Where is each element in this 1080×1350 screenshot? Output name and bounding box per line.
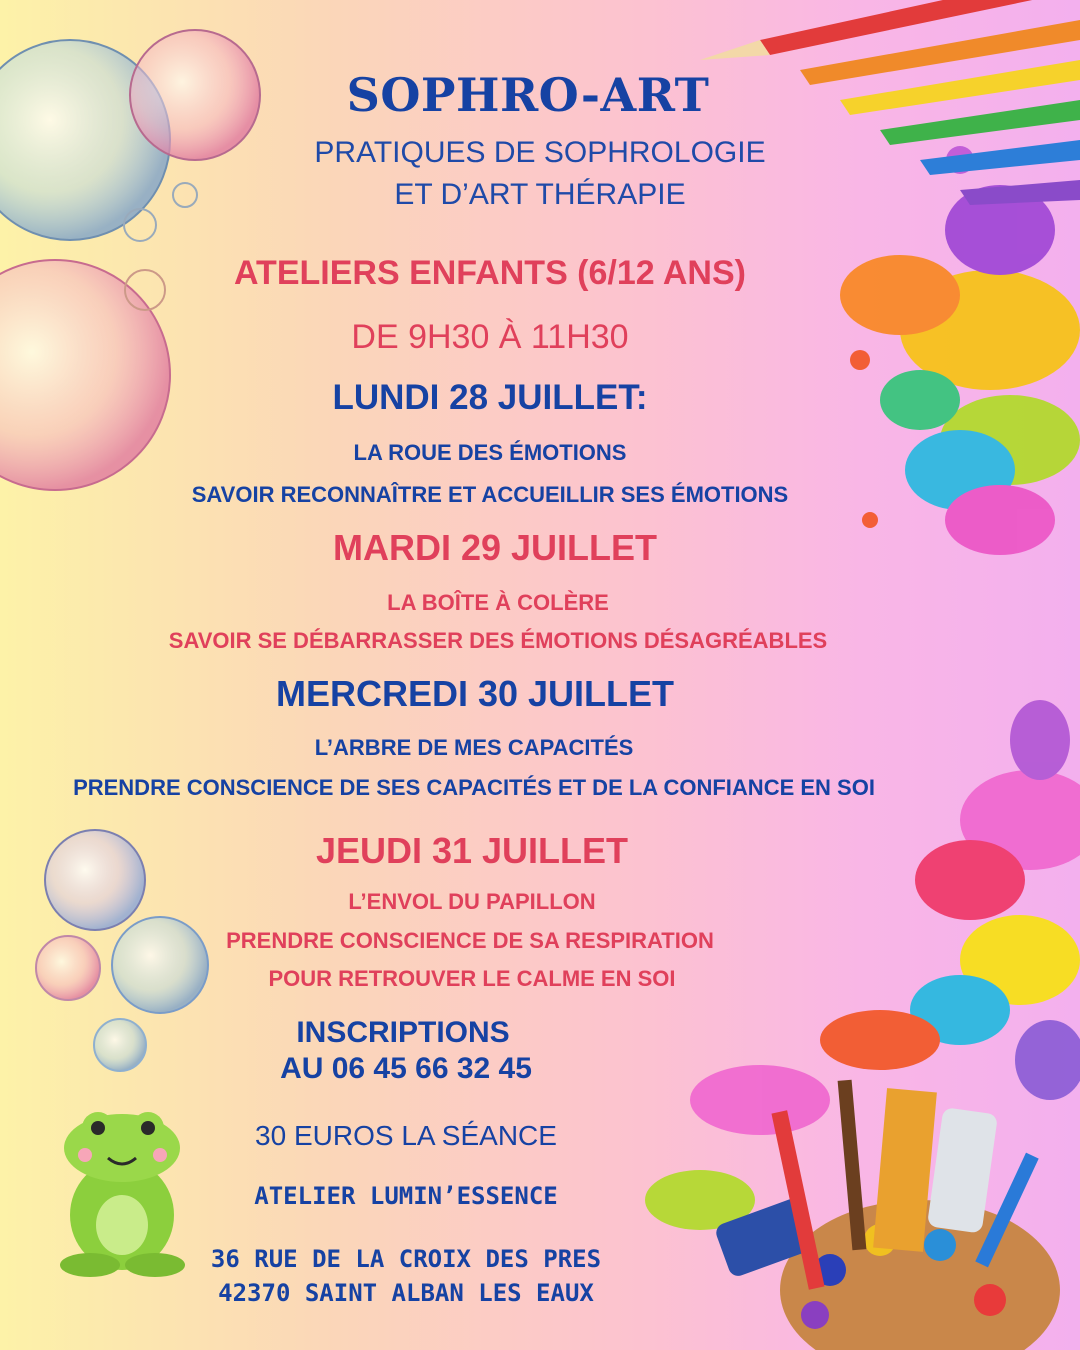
day-4-heading: JEUDI 31 JUILLET — [315, 830, 629, 871]
day-4-description-2: POUR RETROUVER LE CALME EN SOI — [268, 966, 676, 991]
day-3-heading: MERCREDI 30 JUILLET — [275, 673, 675, 714]
address-line-1: 36 RUE DE LA CROIX DES PRES — [210, 1245, 602, 1273]
day-1-description: SAVOIR RECONNAÎTRE ET ACCUEILLIR SES ÉMOTIONS — [191, 482, 789, 507]
address-line-2: 42370 SAINT ALBAN LES EAUX — [218, 1279, 594, 1307]
subtitle-line-1: PRATIQUES DE SOPHROLOGIE — [314, 136, 766, 169]
price: 30 EUROS LA SÉANCE — [255, 1120, 557, 1151]
registration-phone: AU 06 45 66 32 45 — [280, 1052, 532, 1085]
day-4-description-1: PRENDRE CONSCIENCE DE SA RESPIRATION — [226, 928, 714, 953]
day-2-activity: LA BOÎTE À COLÈRE — [387, 590, 609, 615]
workshop-hours: DE 9H30 À 11H30 — [351, 318, 629, 356]
day-3-description: PRENDRE CONSCIENCE DE SES CAPACITÉS ET DE LA CONFIANCE EN SOI — [73, 775, 875, 800]
day-4-activity: L’ENVOL DU PAPILLON — [348, 889, 596, 914]
day-1-heading: LUNDI 28 JUILLET: — [332, 378, 648, 417]
day-2-heading: MARDI 29 JUILLET — [332, 527, 658, 568]
day-1-activity: LA ROUE DES ÉMOTIONS — [353, 440, 627, 465]
page-title: SOPHRO-ART — [346, 68, 710, 122]
workshop-heading: ATELIERS ENFANTS (6/12 ANS) — [234, 254, 746, 292]
registration-line-1: INSCRIPTIONS — [296, 1016, 510, 1049]
day-3-activity: L’ARBRE DE MES CAPACITÉS — [314, 735, 634, 760]
subtitle-line-2: ET D’ART THÉRAPIE — [394, 178, 686, 211]
day-2-description: SAVOIR SE DÉBARRASSER DES ÉMOTIONS DÉSAGRÉABLES — [168, 628, 828, 653]
venue-name: ATELIER LUMIN’ESSENCE — [254, 1182, 558, 1210]
